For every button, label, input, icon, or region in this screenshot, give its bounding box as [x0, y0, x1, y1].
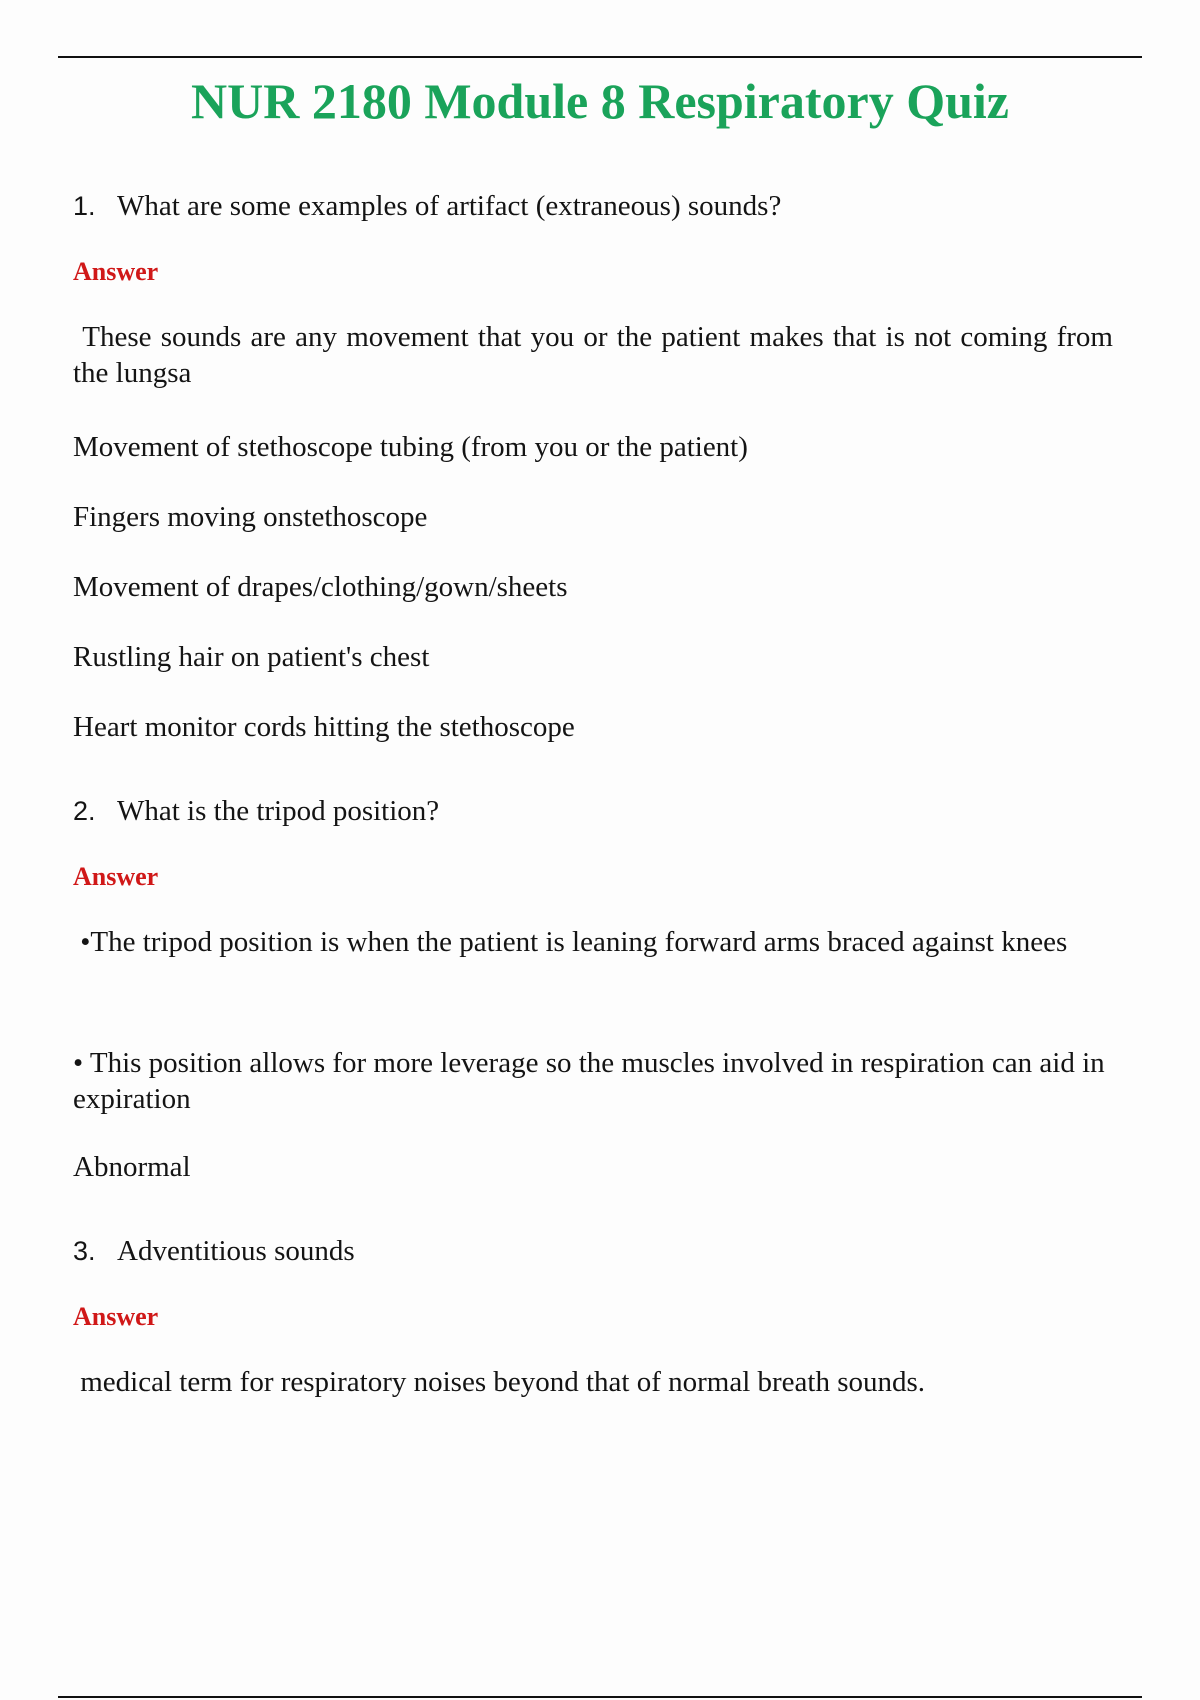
- answer-label: Answer: [73, 862, 159, 891]
- question-text: What are some examples of artifact (extraneous) sounds?: [117, 190, 782, 222]
- answer-line: Movement of stethoscope tubing (from you or the patient): [73, 431, 748, 463]
- answer-line: • This position allows for more leverage so the muscles involved in respiration can aid in expiration: [73, 1047, 1105, 1115]
- question-number: 2.: [73, 796, 96, 826]
- answer-label: Answer: [73, 257, 159, 286]
- answer-line: Fingers moving onstethoscope: [73, 501, 428, 533]
- question-number: 1.: [73, 191, 96, 221]
- question-text: What is the tripod position?: [117, 795, 440, 827]
- question-number: 3.: [73, 1236, 96, 1266]
- answer-line: •The tripod position is when the patient is leaning forward arms braced against knees: [73, 926, 1068, 958]
- answer-line: Abnormal: [73, 1151, 191, 1183]
- answer-line: Movement of drapes/clothing/gown/sheets: [73, 571, 568, 603]
- answer-line: These sounds are any movement that you or the patient makes that is not coming from the lungsa: [73, 321, 1121, 389]
- answer-line: Rustling hair on patient's chest: [73, 641, 430, 673]
- question-2-prompt: [73, 795, 1113, 828]
- question-text: Adventitious sounds: [117, 1235, 355, 1267]
- question-2: [73, 795, 1113, 1185]
- question-3-prompt: [73, 1235, 1113, 1268]
- answer-line: Heart monitor cords hitting the stethoscope: [73, 711, 575, 743]
- bottom-rule: [58, 1696, 1142, 1698]
- question-3: [73, 1235, 1113, 1400]
- quiz-content: [73, 190, 1121, 1400]
- answer-line: medical term for respiratory noises beyond that of normal breath sounds.: [73, 1366, 926, 1398]
- top-rule: [58, 56, 1142, 58]
- page-title: NUR 2180 Module 8 Respiratory Quiz: [191, 73, 1009, 129]
- question-1-prompt: [73, 190, 1113, 223]
- question-1: [73, 190, 1121, 745]
- answer-label: Answer: [73, 1302, 159, 1331]
